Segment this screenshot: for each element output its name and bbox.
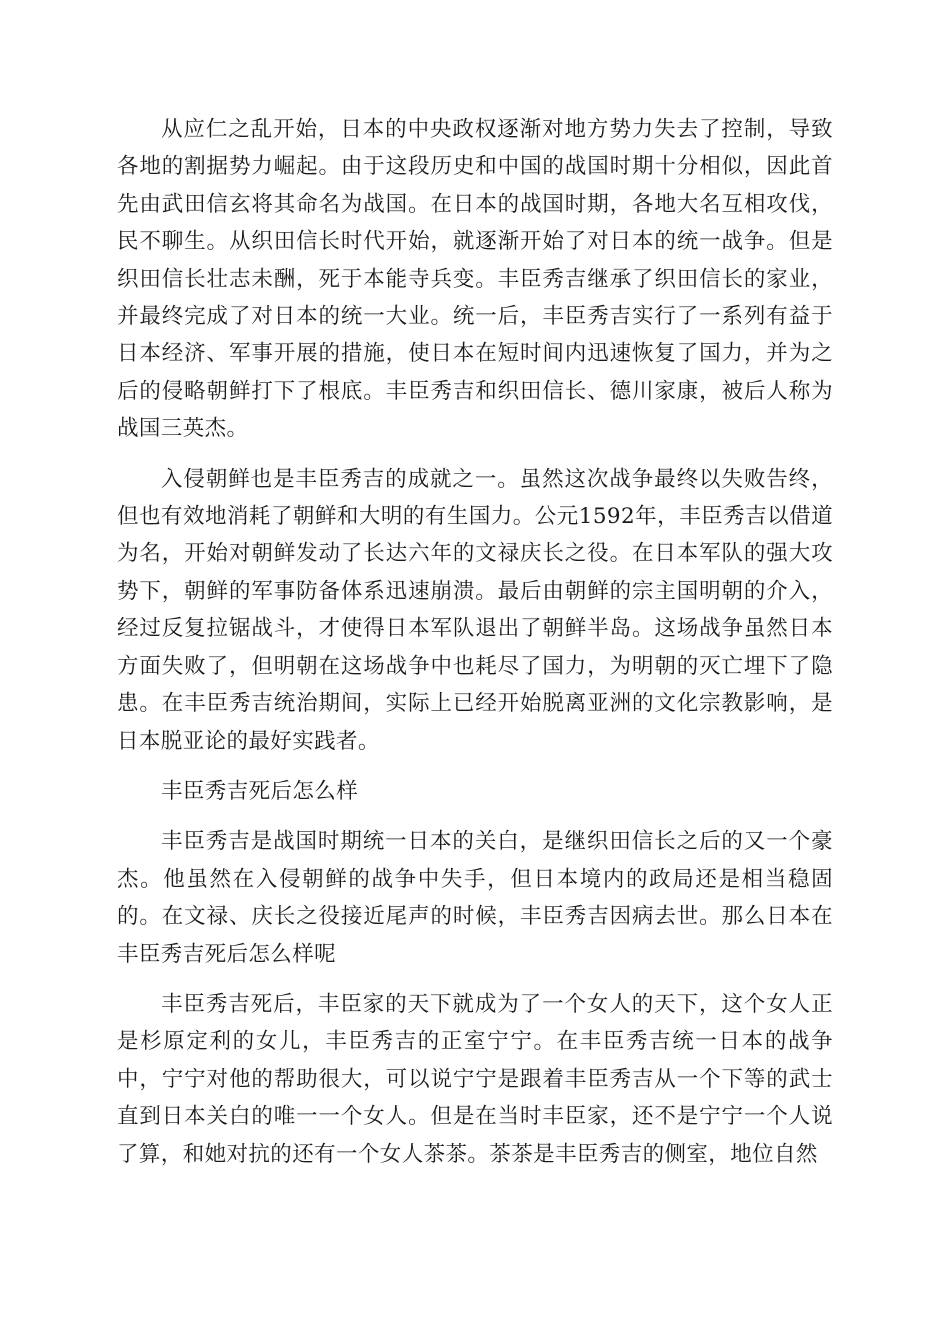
paragraph-korea-invasion: 入侵朝鲜也是丰臣秀吉的成就之一。虽然这次战争最终以失败告终，但也有效地消耗了朝鲜和大明的有生国力。公元1592年，丰臣秀吉以借道为名，开始对朝鲜发动了长达六年的文禄庆长之役。在日本军队的强大攻势下，朝鲜的军事防备体系迅速崩溃。最后由朝鲜的宗主国明朝的介入，经过反复拉锯战斗，才使得日本军队退出了朝鲜半岛。这场战争虽然日本方面失败了，但明朝在这场战争中也耗尽了国力，为明朝的灭亡埋下了隐患。在丰臣秀吉统治期间，实际上已经开始脱离亚洲的文化宗教影响，是日本脱亚论的最好实践者。	[117, 466, 833, 754]
section-heading: 丰臣秀吉死后怎么样	[161, 778, 359, 804]
document-page	[117, 111, 833, 1186]
paragraph-nene-chacha: 丰臣秀吉死后，丰臣家的天下就成为了一个女人的天下，这个女人正是杉原定利的女儿，丰臣秀吉的正室宁宁。在丰臣秀吉统一日本的战争中，宁宁对他的帮助很大，可以说宁宁是跟着丰臣秀吉从一个下等的武士直到日本关白的唯一一个女人。但是在当时丰臣家，还不是宁宁一个人说了算，和她对抗的还有一个女人茶茶。茶茶是丰臣秀吉的侧室，地位自然	[117, 991, 833, 1167]
paragraph-after-death-intro: 丰臣秀吉是战国时期统一日本的关白，是继织田信长之后的又一个豪杰。他虽然在入侵朝鲜的战争中失手，但日本境内的政局还是相当稳固的。在文禄、庆长之役接近尾声的时候，丰臣秀吉因病去世。那么日本在丰臣秀吉死后怎么样呢	[117, 829, 833, 967]
paragraph-warring-states: 从应仁之乱开始，日本的中央政权逐渐对地方势力失去了控制，导致各地的割据势力崛起。由于这段历史和中国的战国时期十分相似，因此首先由武田信玄将其命名为战国。在日本的战国时期，各地大名互相攻伐，民不聊生。从织田信长时代开始，就逐渐开始了对日本的统一战争。但是织田信长壮志未酬，死于本能寺兵变。丰臣秀吉继承了织田信长的家业，并最终完成了对日本的统一大业。统一后，丰臣秀吉实行了一系列有益于日本经济、军事开展的措施，使日本在短时间内迅速恢复了国力，并为之后的侵略朝鲜打下了根底。丰臣秀吉和织田信长、德川家康，被后人称为战国三英杰。	[117, 117, 833, 442]
